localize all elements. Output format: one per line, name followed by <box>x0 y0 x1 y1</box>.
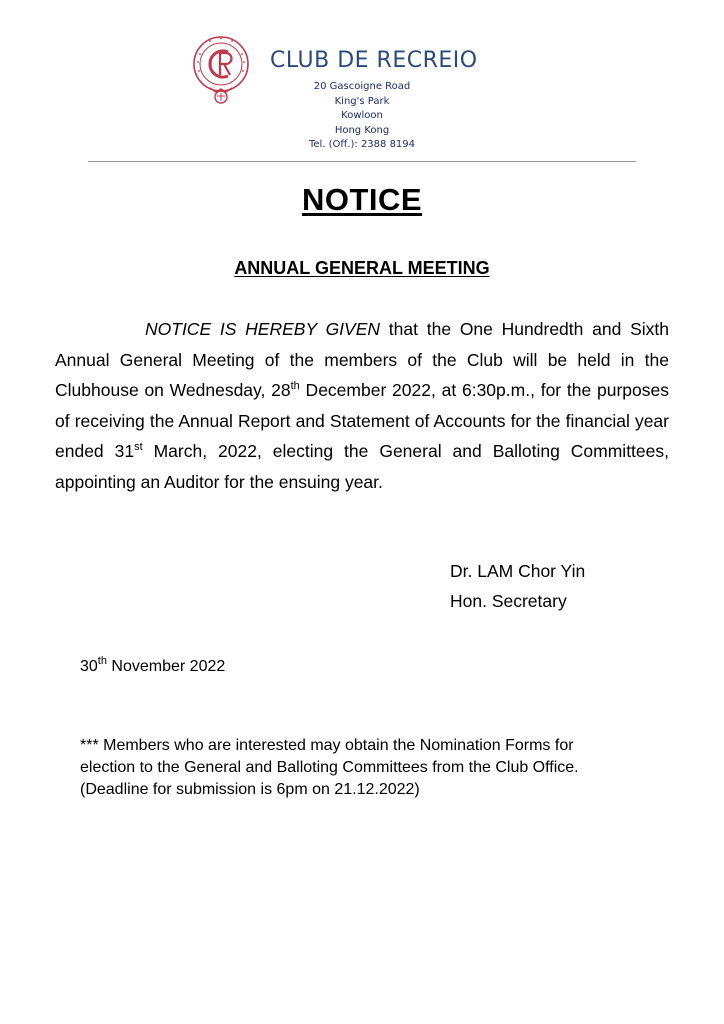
footnote-line: (Deadline for submission is 6pm on 21.12.2022) <box>80 781 420 798</box>
club-crest-icon <box>190 34 252 106</box>
signatory-name: Dr. LAM Chor Yin <box>450 561 586 581</box>
header-divider <box>88 161 636 162</box>
letterhead <box>0 0 724 170</box>
notice-body-part1: that the One Hundredth and Sixth Annual General Meeting of the members of the Club will be held in the Clubhouse on Wednesday, 28 <box>55 319 669 400</box>
notice-body-part2: December 2022, at 6:30p.m., for the purposes of receiving the Annual Report and Statement of Accounts for the financial year ended 31 <box>55 380 670 461</box>
address-line-region: Hong Kong <box>334 124 390 136</box>
club-name: CLUB DE RECREIO <box>270 48 478 73</box>
notice-body-part3: March, 2022, electing the General and Balloting Committees, appointing an Auditor for the ensuing year. <box>55 441 669 492</box>
notice-emphasis: NOTICE IS HEREBY GIVEN <box>145 319 381 339</box>
club-address <box>262 80 462 153</box>
address-line-area: Kowloon <box>341 110 383 122</box>
address-line-street: 20 Gascoigne Road <box>313 81 411 92</box>
notice-date-sup: th <box>97 655 107 667</box>
nomination-footnote <box>80 735 680 801</box>
signature-block <box>450 556 585 616</box>
club-telephone: Tel. (Off.): 2388 8194 <box>308 139 416 151</box>
footnote-line: election to the General and Balloting Committees from the Club Office. <box>80 759 579 776</box>
address-line-district: King's Park <box>334 95 390 107</box>
signatory-role: Hon. Secretary <box>450 591 567 611</box>
notice-body-sup2: st <box>134 441 143 453</box>
notice-title: NOTICE <box>301 182 423 217</box>
notice-body-sup1: th <box>290 380 300 392</box>
notice-date <box>80 655 226 676</box>
notice-body <box>55 314 669 497</box>
meeting-title: ANNUAL GENERAL MEETING <box>234 258 490 278</box>
notice-date-rest: November 2022 <box>106 658 226 675</box>
footnote-line: *** Members who are interested may obtain the Nomination Forms for <box>80 737 574 754</box>
notice-date-day: 30 <box>80 658 98 675</box>
